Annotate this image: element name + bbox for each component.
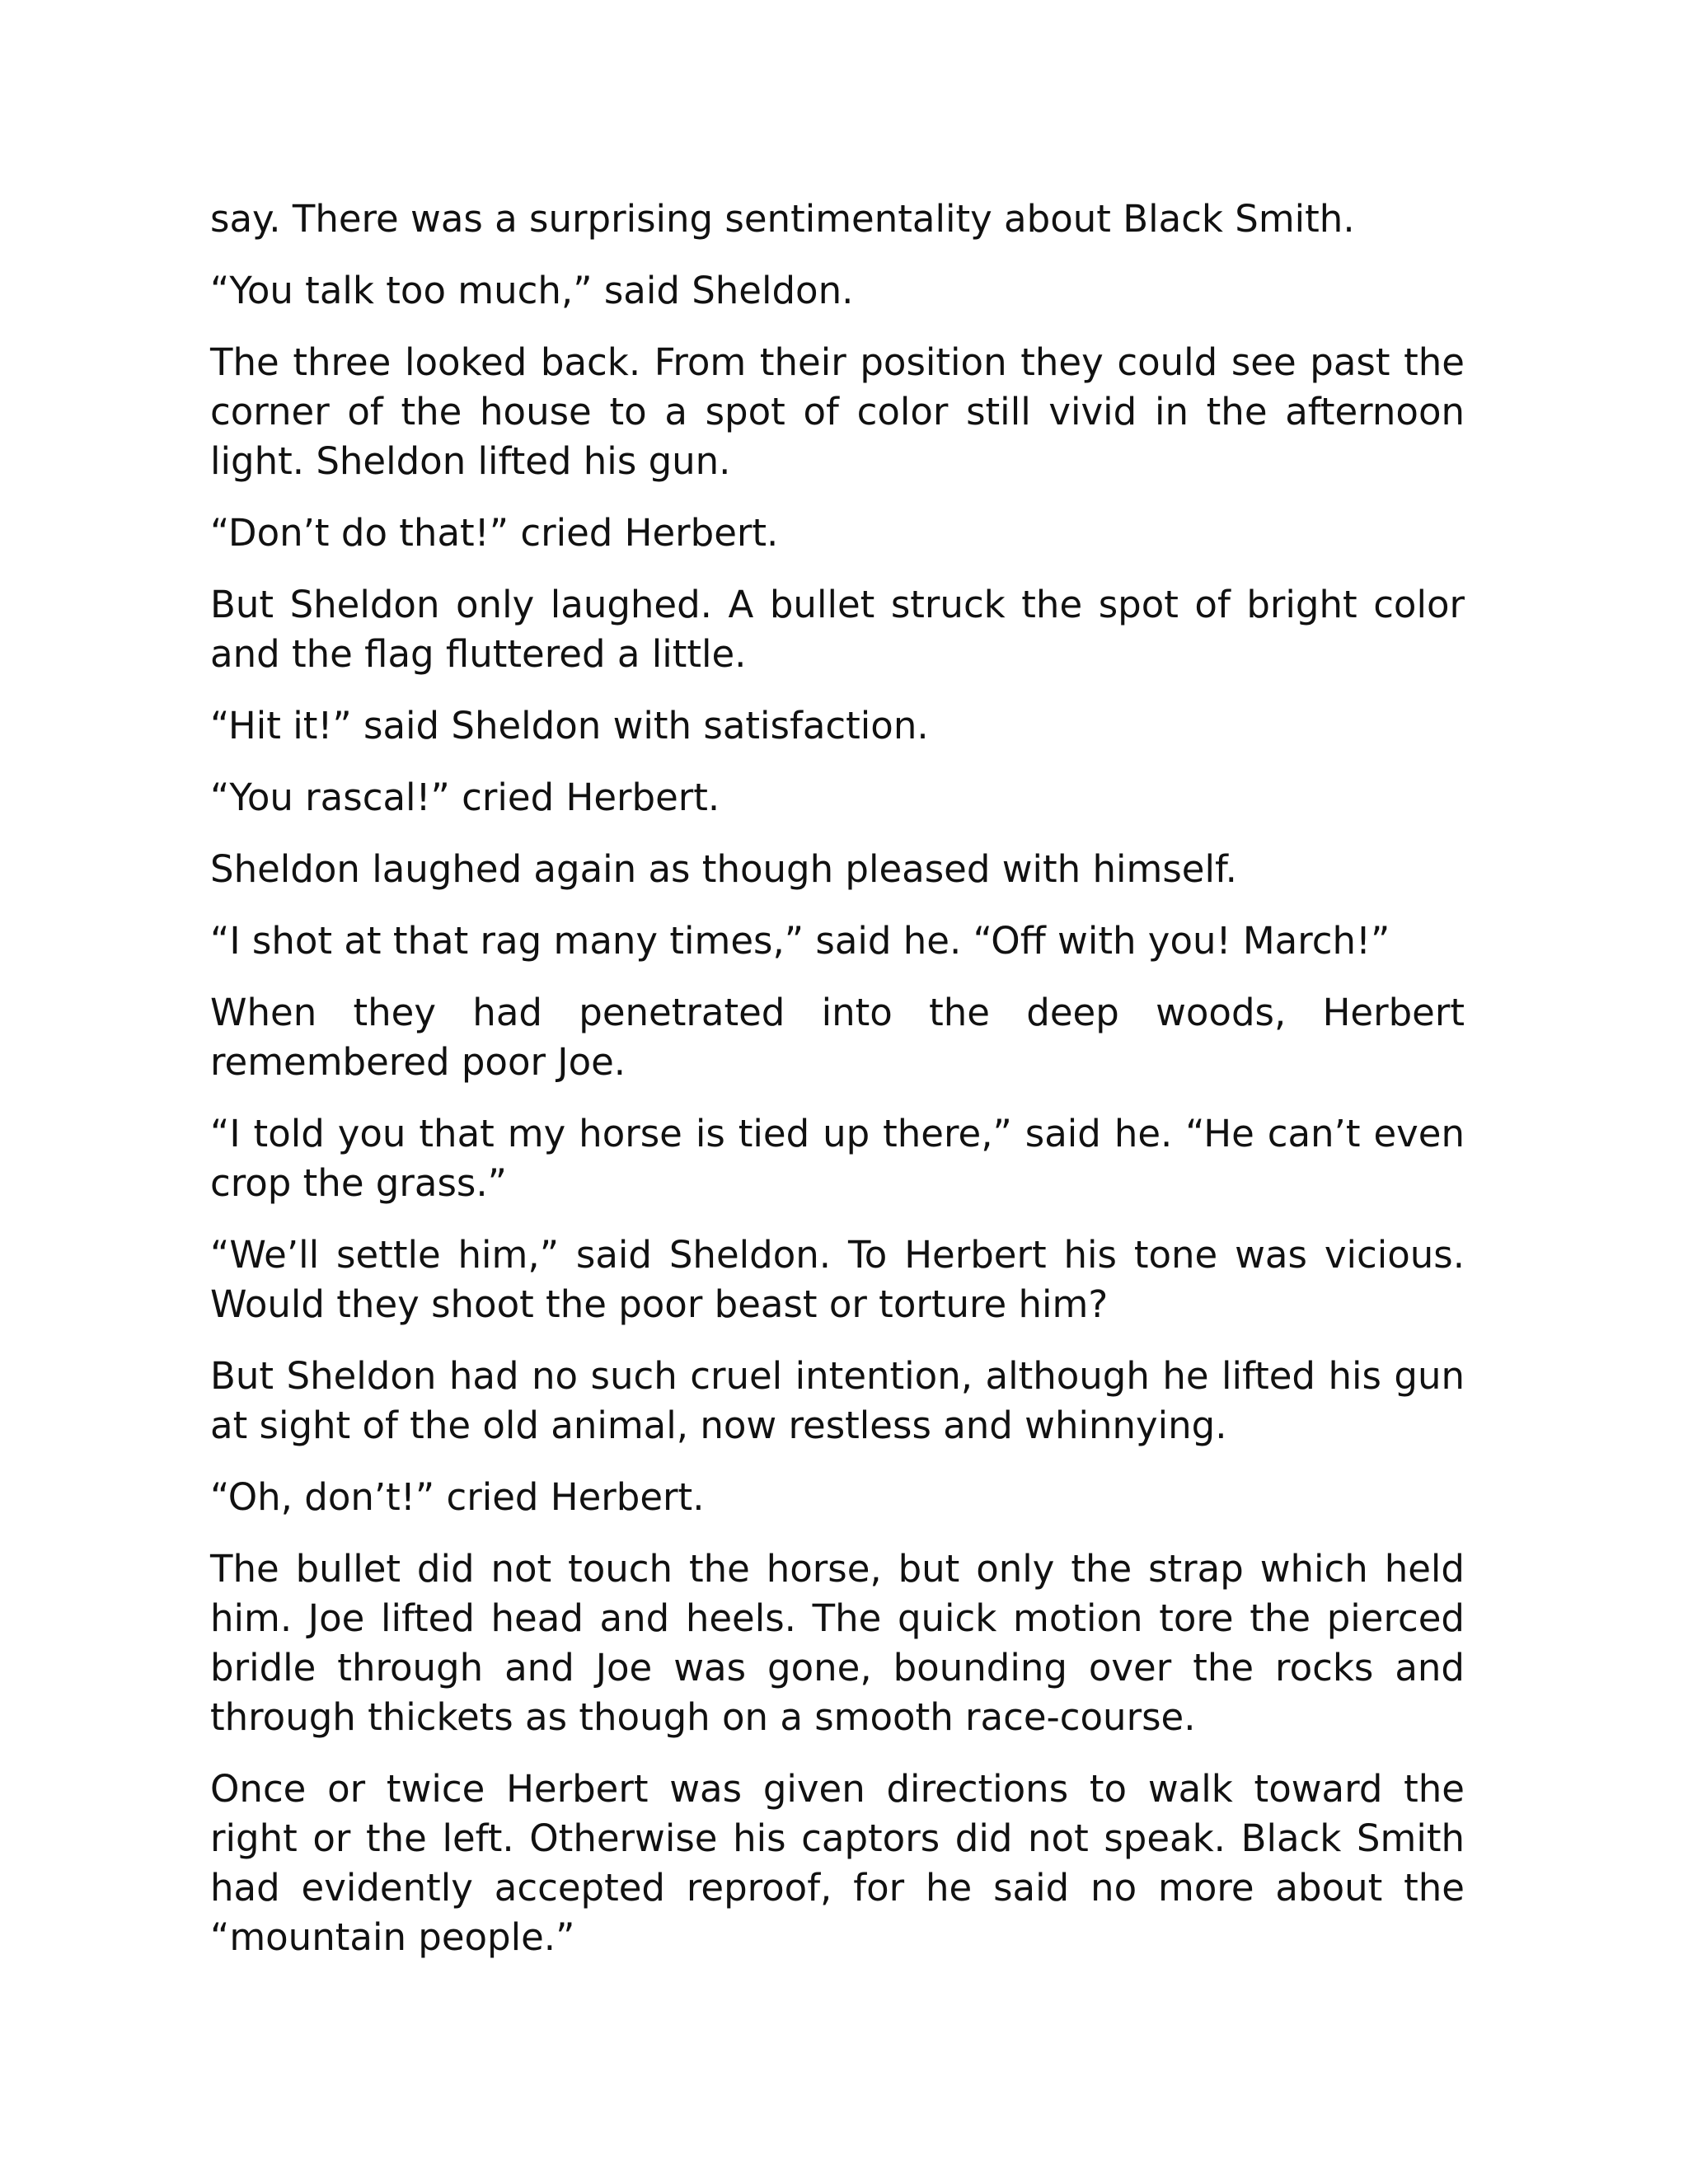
paragraph: “You rascal!” cried Herbert.	[210, 776, 720, 819]
paragraph: “Oh, don’t!” cried Herbert.	[210, 1475, 705, 1519]
paragraph: But Sheldon had no such cruel intention, although he lifted his gun at sight of the old animal, now restless and whinnying.	[210, 1354, 1465, 1447]
paragraph: “I shot at that rag many times,” said he. “Off with you! March!”	[210, 919, 1390, 963]
paragraph: “We’ll settle him,” said Sheldon. To Herbert his tone was vicious. Would they shoot the poor beast or torture him?	[210, 1233, 1465, 1326]
paragraph: When they had penetrated into the deep woods, Herbert remembered poor Joe.	[210, 991, 1465, 1084]
paragraph: The bullet did not touch the horse, but only the strap which held him. Joe lifted head and heels. The quick motion tore the pierced bridle through and Joe was gone, bounding over the rocks and through thickets as though on a smooth race-course.	[210, 1547, 1465, 1739]
paragraph: “You talk too much,” said Sheldon.	[210, 269, 854, 312]
paragraph: But Sheldon only laughed. A bullet struck the spot of bright color and the flag fluttered a little.	[210, 583, 1465, 676]
paragraph: Once or twice Herbert was given directions to walk toward the right or the left. Otherwise his captors did not speak. Black Smith had evidently accepted reproof, for he said no more about the “mountain people.”	[210, 1767, 1465, 1959]
paragraph: “Don’t do that!” cried Herbert.	[210, 511, 779, 555]
paragraph: The three looked back. From their position they could see past the corner of the house to a spot of color still vivid in the afternoon light. Sheldon lifted his gun.	[210, 340, 1465, 483]
paragraph: “I told you that my horse is tied up there,” said he. “He can’t even crop the grass.”	[210, 1112, 1465, 1205]
page-body-text	[210, 194, 1465, 1985]
paragraph: “Hit it!” said Sheldon with satisfaction.	[210, 704, 929, 748]
paragraph: say. There was a surprising sentimentality about Black Smith.	[210, 197, 1355, 241]
paragraph: Sheldon laughed again as though pleased with himself.	[210, 847, 1237, 891]
